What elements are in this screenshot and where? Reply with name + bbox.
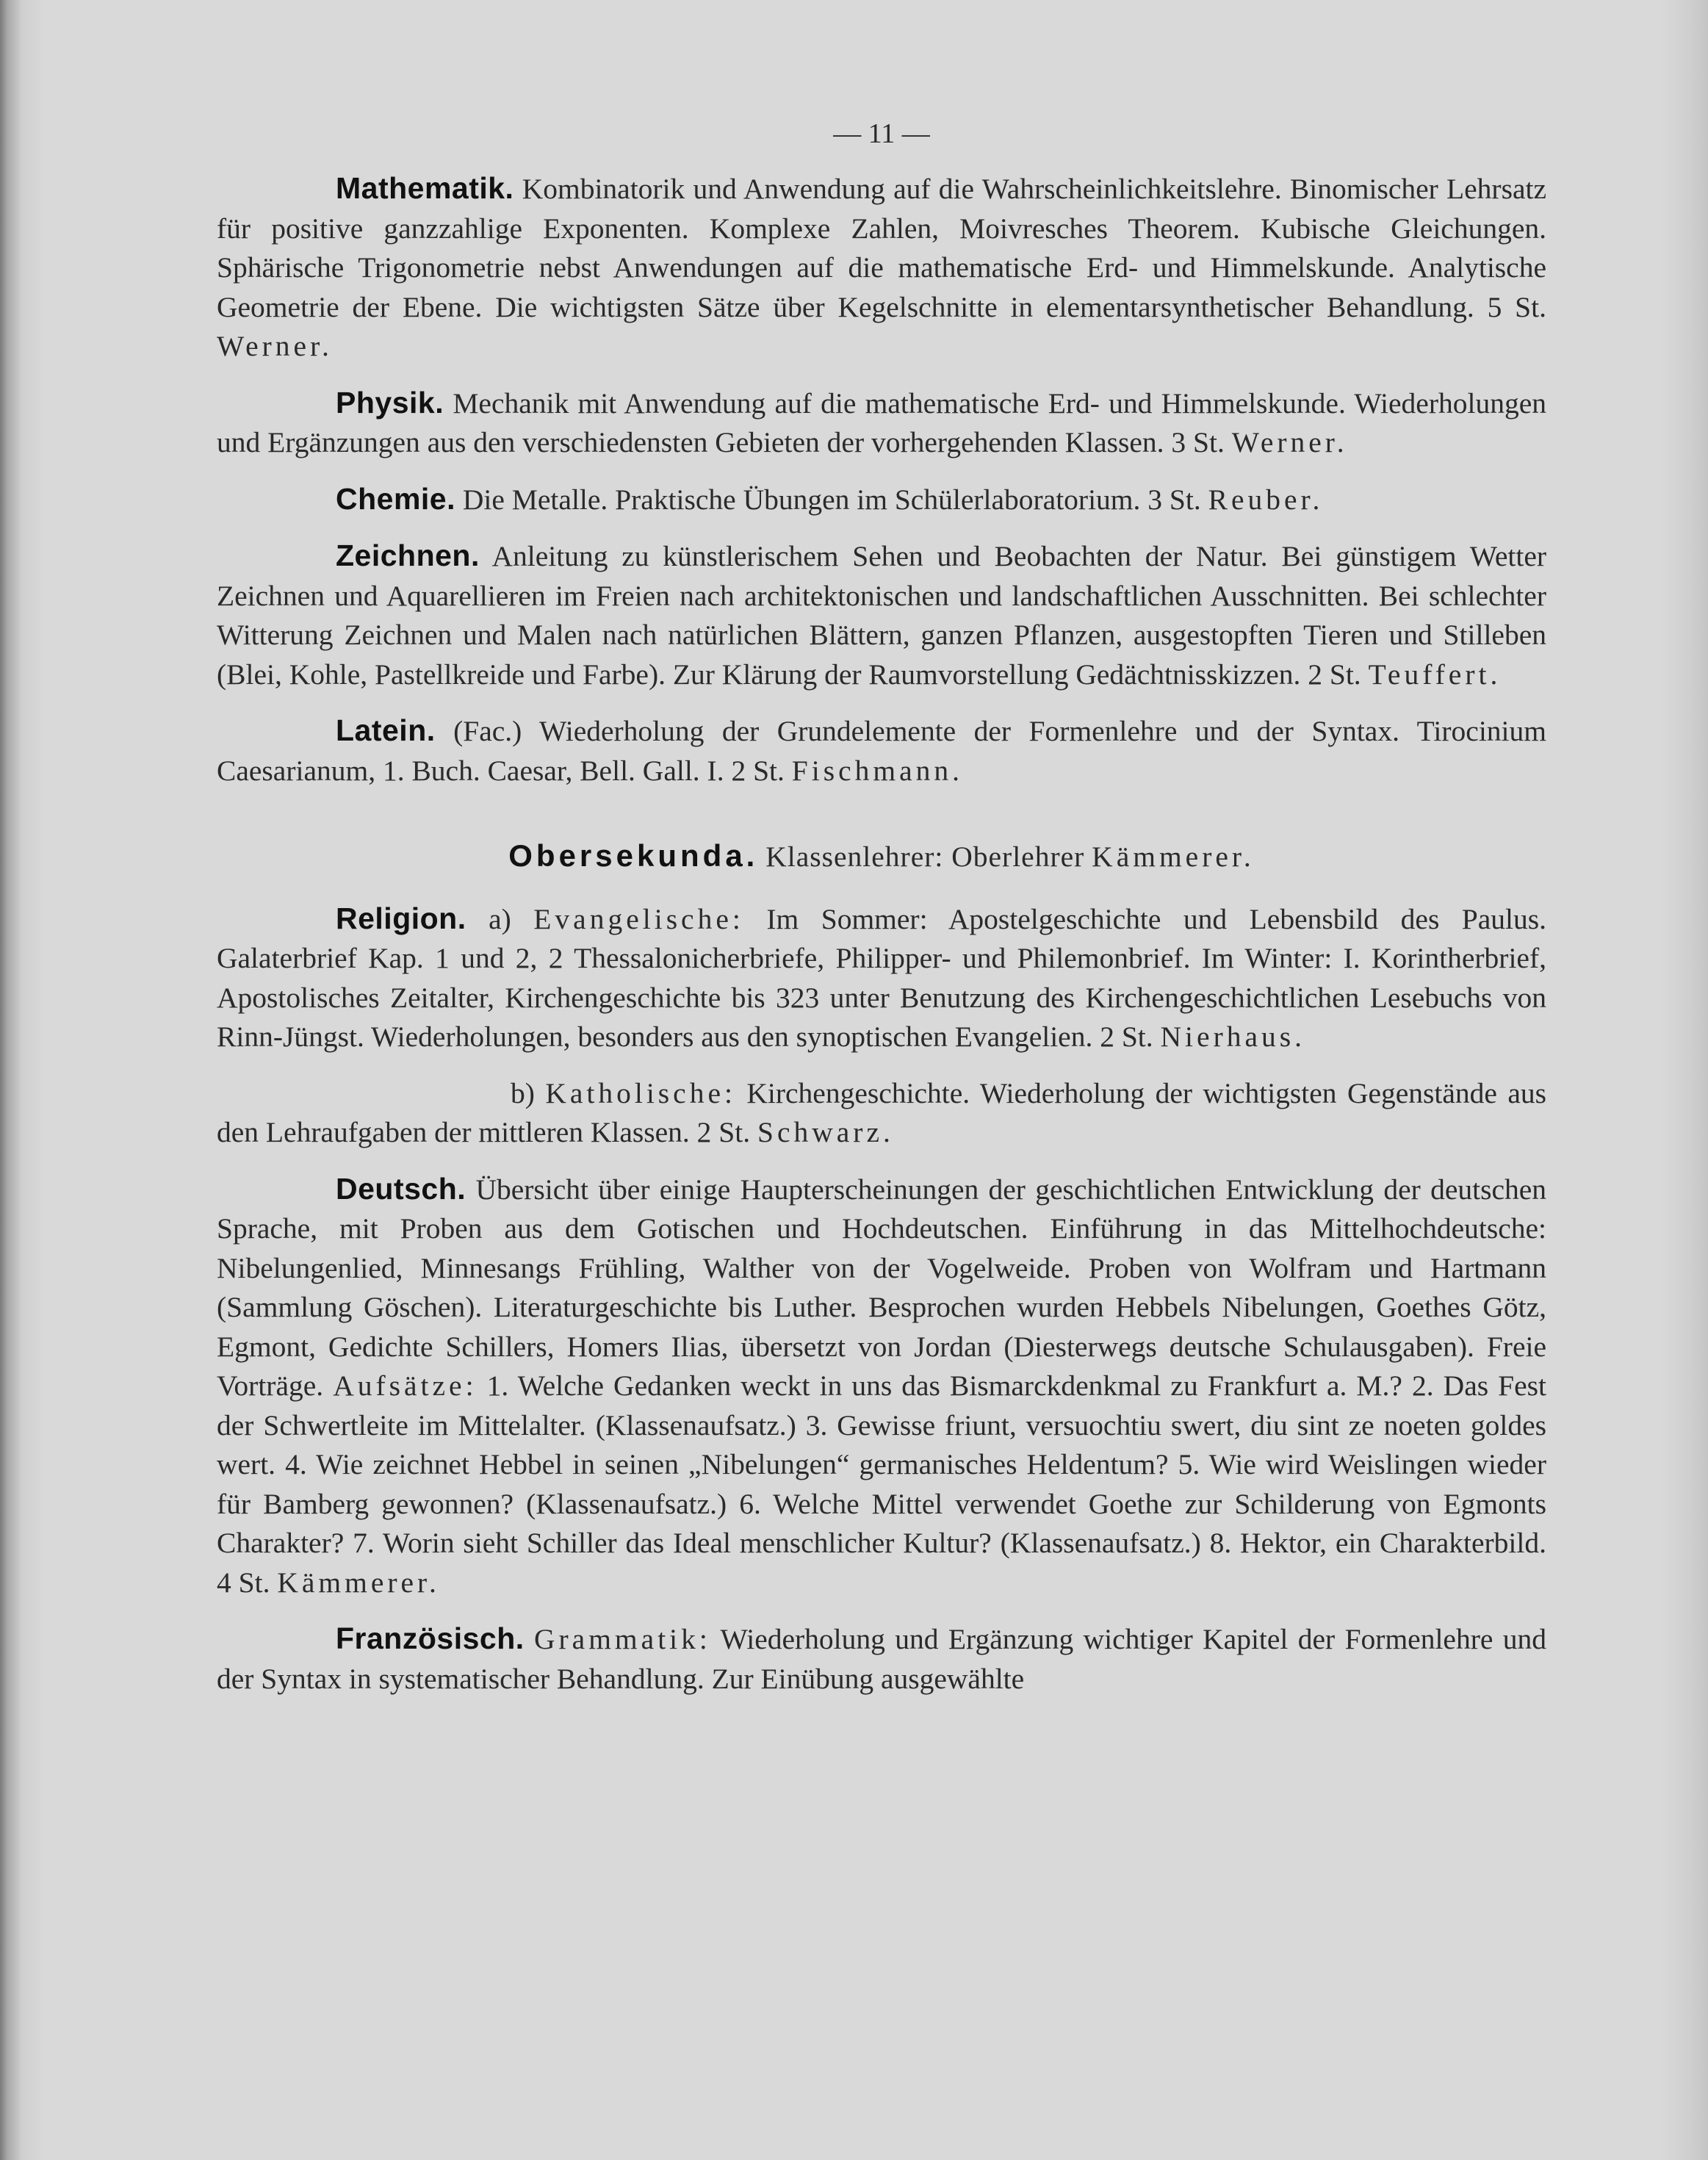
heading-physik: Physik. bbox=[336, 385, 444, 420]
religion-b-label: b) bbox=[511, 1076, 535, 1109]
teacher-deutsch: Kämmerer. bbox=[277, 1566, 440, 1599]
heading-deutsch: Deutsch. bbox=[336, 1171, 466, 1206]
teacher-zeichnen: Teuffert. bbox=[1368, 658, 1502, 691]
class-teacher-name: Kämmerer. bbox=[1092, 840, 1255, 873]
section-zeichnen bbox=[217, 536, 1546, 694]
text-deutsch: Übersicht über einige Haupterscheinungen der geschichtlichen Entwicklung der deutschen Sprache, mit Proben aus dem Gotischen und Hochdeutschen. Einführung in das Mittelhochdeutsche: Nibelungenlied, Minnesangs Frühling, Walther von der Vogelweide. Proben von Wolfram und Hartmann (Sammlung Göschen). Literaturgeschichte bis Luther. Besprochen wurden Hebbels Nibelungen, Goethes Götz, Egmont, Gedichte Schillers, Homers Ilias, übersetzt von Jordan (Diesterwegs deutsche Schulausgaben). Freie Vorträge. bbox=[217, 1173, 1547, 1402]
section-physik bbox=[217, 384, 1546, 463]
heading-religion: Religion. bbox=[336, 901, 466, 935]
religion-b-teacher: Schwarz. bbox=[757, 1116, 894, 1148]
teacher-physik: Werner. bbox=[1231, 426, 1348, 458]
section-chemie bbox=[217, 480, 1546, 520]
franzoesisch-grammatik-label: Grammatik: bbox=[534, 1623, 711, 1655]
heading-latein: Latein. bbox=[336, 713, 436, 747]
heading-chemie: Chemie. bbox=[336, 481, 455, 516]
religion-a-label: a) bbox=[489, 902, 511, 935]
text-physik: Mechanik mit Anwendung auf die mathematische Erd- und Himmelskunde. Wiederholungen und Ergänzungen aus den verschiedensten Gebieten der vorhergehenden Klassen. 3 St. bbox=[217, 386, 1546, 458]
teacher-latein: Fischmann. bbox=[791, 754, 964, 787]
section-religion-katholisch bbox=[217, 1074, 1546, 1153]
religion-b-denomination: Katholische: bbox=[545, 1076, 736, 1109]
text-mathematik: Kombinatorik und Anwendung auf die Wahrscheinlichkeitslehre. Binomischer Lehrsatz für positive ganzzahlige Exponenten. Komplexe Zahlen, Moivresches Theorem. Kubische Gleichungen. Sphärische Trigonometrie nebst Anwendungen auf die mathematische Erd- und Himmelskunde. Analytische Geometrie der Ebene. Die wichtigsten Sätze über Kegelschnitte in elementarsynthetischer Behandlung. 5 St. bbox=[217, 173, 1546, 323]
heading-mathematik: Mathematik. bbox=[336, 171, 514, 205]
document-page bbox=[217, 118, 1546, 1716]
deutsch-aufsaetze-label: Aufsätze: bbox=[333, 1369, 478, 1402]
teacher-chemie: Reuber. bbox=[1208, 483, 1324, 516]
section-franzoesisch bbox=[217, 1619, 1546, 1699]
class-teacher-label: Klassenlehrer: Oberlehrer bbox=[765, 840, 1085, 873]
religion-a-denomination: Evangelische: bbox=[533, 902, 744, 935]
deutsch-aufsaetze-text: 1. Welche Gedanken weckt in uns das Bismarckdenkmal zu Frankfurt a. M.? 2. Das Fest der Schwertleite im Mittelalter. (Klassenaufsatz.) 3. Gewisse friunt, versuochtiu swert, diu sint ze noeten goldes wert. 4. Wie zeichnet Hebbel in seinen „Nibelungen“ germanisches Heldentum? 5. Wie wird Weislingen wieder für Bamberg gewonnen? (Klassenaufsatz.) 6. Welche Mittel verwendet Goethe zur Schilderung von Egmonts Charakter? 7. Worin sieht Schiller das Ideal menschlicher Kultur? (Klassenaufsatz.) 8. Hektor, ein Charakterbild. 4 St. bbox=[217, 1369, 1546, 1599]
religion-a-teacher: Nierhaus. bbox=[1160, 1020, 1305, 1053]
section-religion-evangelisch bbox=[217, 899, 1546, 1057]
text-zeichnen: Anleitung zu künstlerischem Sehen und Beobachten der Natur. Bei günstigem Wetter Zeichnen und Aquarellieren im Freien nach architektonischen und landschaftlichen Ausschnitten. Bei schlechter Witterung Zeichnen und Malen nach natürlichen Blättern, ganzen Pflanzen, ausgestopften Tieren und Stilleben (Blei, Kohle, Pastellkreide und Farbe). Zur Klärung der Raumvorstellung Gedächtnisskizzen. 2 St. bbox=[217, 540, 1546, 691]
text-latein: (Fac.) Wiederholung der Grundelemente der Formenlehre und der Syntax. Tirocinium Caesarianum, 1. Buch. Caesar, Bell. Gall. I. 2 St. bbox=[217, 715, 1547, 787]
religion-b-text: Kirchengeschichte. Wiederholung der wichtigsten Gegenstände aus den Lehraufgaben der mittleren Klassen. 2 St. bbox=[217, 1076, 1547, 1148]
class-title: Obersekunda. bbox=[508, 838, 759, 873]
section-latein bbox=[217, 711, 1546, 791]
section-deutsch bbox=[217, 1170, 1546, 1603]
class-heading-obersekunda bbox=[217, 836, 1546, 877]
teacher-mathematik: Werner. bbox=[217, 330, 333, 362]
page-number: — 11 — bbox=[833, 118, 930, 149]
heading-zeichnen: Zeichnen. bbox=[336, 539, 480, 572]
text-franzoesisch: Wiederholung und Ergänzung wichtiger Kapitel der Formenlehre und der Syntax in systematischer Behandlung. Zur Einübung ausgewählte bbox=[217, 1623, 1547, 1695]
section-mathematik bbox=[217, 169, 1546, 367]
religion-a-text: Im Sommer: Apostelgeschichte und Lebensbild des Paulus. Galaterbrief Kap. 1 und 2, 2 Thessalonicherbriefe, Philipper- und Philemonbrief. Im Winter: I. Korintherbrief, Apostolisches Zeitalter, Kirchengeschichte bis 323 unter Benutzung des Kirchengeschichtlichen Lesebuchs von Rinn-Jüngst. Wiederholungen, besonders aus den synoptischen Evangelien. 2 St. bbox=[217, 902, 1547, 1053]
heading-franzoesisch: Französisch. bbox=[336, 1621, 525, 1655]
text-chemie: Die Metalle. Praktische Übungen im Schülerlaboratorium. 3 St. bbox=[462, 483, 1201, 516]
